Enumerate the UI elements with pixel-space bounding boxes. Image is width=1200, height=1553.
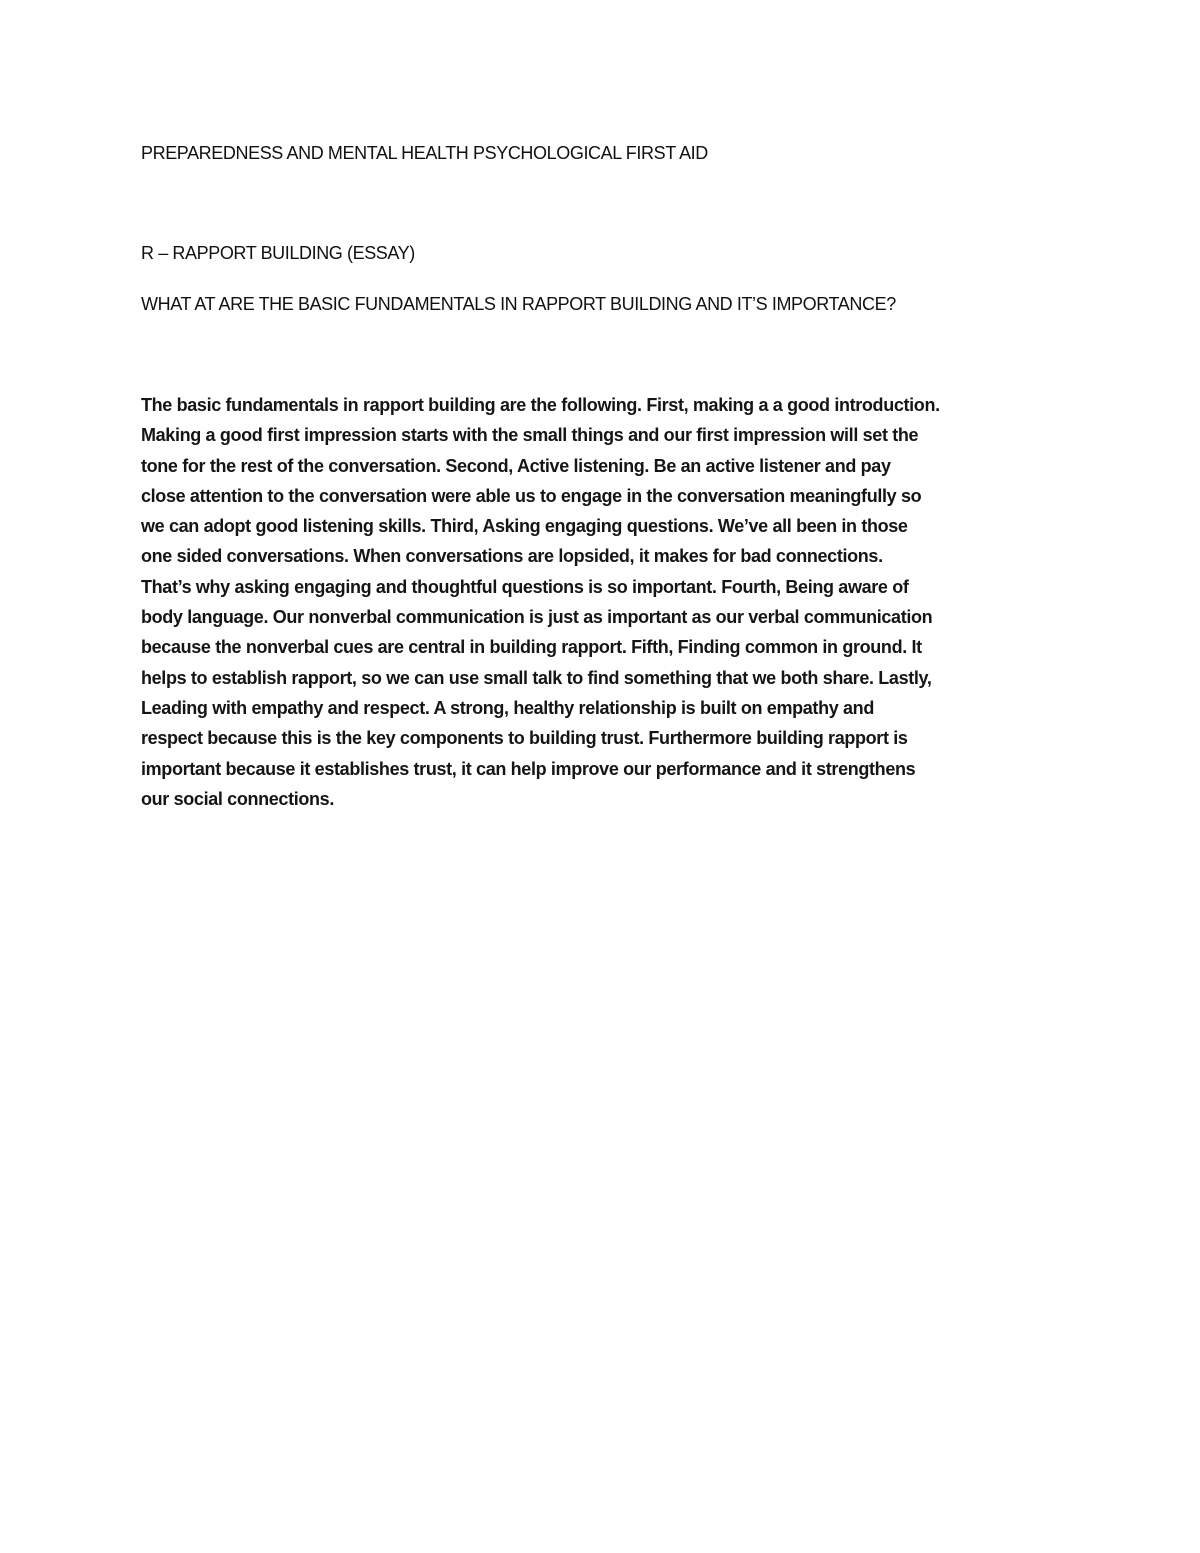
essay-line: tone for the rest of the conversation. Second, Active listening. Be an active listener and pay (141, 455, 891, 476)
section-heading: R – RAPPORT BUILDING (ESSAY) (141, 243, 415, 263)
essay-line: our social connections. (141, 788, 334, 809)
essay-line: one sided conversations. When conversations are lopsided, it makes for bad connections. (141, 546, 883, 567)
essay-line: That’s why asking engaging and thoughtful questions is so important. Fourth, Being aware of (141, 576, 909, 597)
essay-line: we can adopt good listening skills. Third, Asking engaging questions. We’ve all been in those (141, 516, 908, 537)
essay-line: respect because this is the key components to building trust. Furthermore building rapport is (141, 728, 908, 749)
essay-line: because the nonverbal cues are central in building rapport. Fifth, Finding common in ground. It (141, 637, 922, 658)
essay-line: helps to establish rapport, so we can use small talk to find something that we both share. Lastly, (141, 667, 932, 688)
essay-line: close attention to the conversation were able us to engage in the conversation meaningfully so (141, 485, 922, 506)
essay-line: body language. Our nonverbal communication is just as important as our verbal communication (141, 607, 933, 628)
essay-line: important because it establishes trust, it can help improve our performance and it strengthens (141, 758, 916, 779)
essay-question: WHAT AT ARE THE BASIC FUNDAMENTALS IN RAPPORT BUILDING AND IT’S IMPORTANCE? (141, 294, 896, 314)
essay-body (141, 390, 1066, 814)
essay-line: Making a good first impression starts with the small things and our first impression will set the (141, 425, 919, 446)
document-title: PREPAREDNESS AND MENTAL HEALTH PSYCHOLOGICAL FIRST AID (141, 143, 708, 163)
essay-line: Leading with empathy and respect. A strong, healthy relationship is built on empathy and (141, 697, 874, 718)
essay-line: The basic fundamentals in rapport building are the following. First, making a a good introduction. (141, 395, 940, 415)
